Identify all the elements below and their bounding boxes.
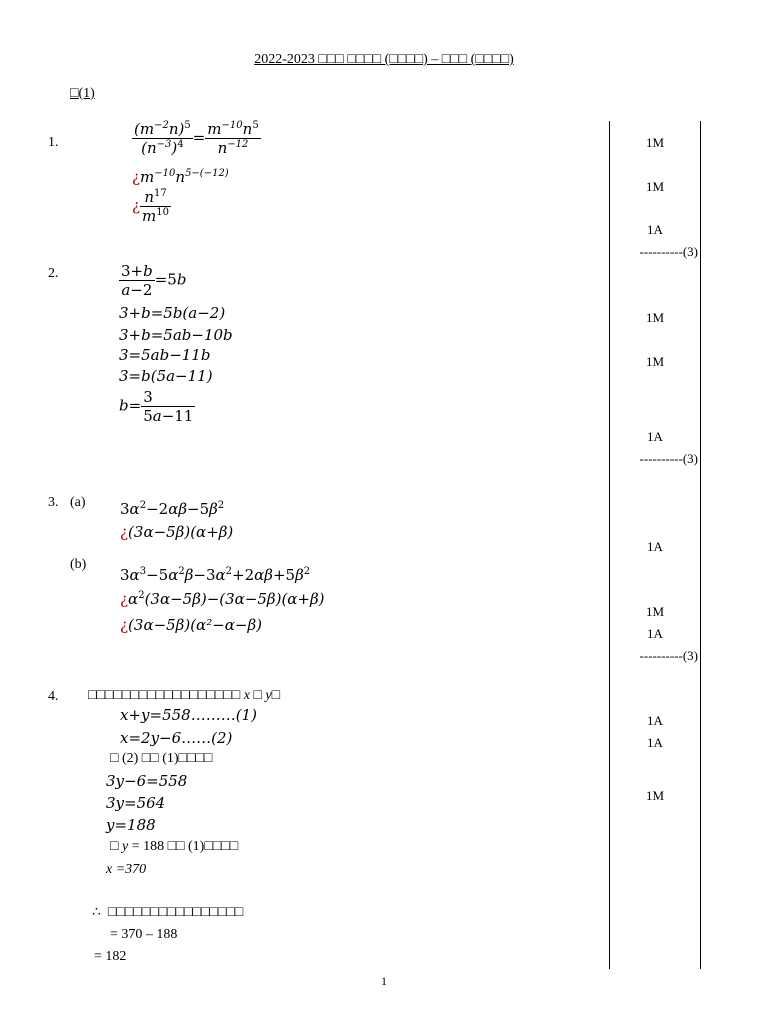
q2-line-4: 3=5ab−11b (119, 346, 211, 364)
q2-mark-1: 1M (645, 310, 665, 325)
q3-a-line-1: $3\alpha^2-2\alpha\beta-5\beta^2$ (120, 500, 225, 518)
q2-line-5: 3=b(5a−11) (119, 367, 213, 385)
q4-line-c: y=188 (106, 816, 156, 834)
q2-line-6: b= $\frac{3}{5a-11}$ (119, 388, 194, 425)
q4-mark-2: 1A (647, 735, 663, 750)
page-title: 2022-2023 □□□ □□□□ (□□□□) – □□□ (□□□□) (254, 52, 514, 67)
q1-line-1: $\frac{(m^{-2}n)^5}{(n^{-3})^4}$ = $\frac{m^{-10}n^5}{n^{-12}}$ (134, 120, 259, 157)
q2-mark-3: 1A (647, 429, 663, 444)
q2-line-3: 3+b=5ab−10b (119, 326, 233, 344)
mark-column-right-line (700, 121, 701, 969)
q1-total: ----------(3) (639, 244, 698, 259)
question-1-number: 1. (48, 135, 59, 150)
page-number: 1 (381, 974, 387, 988)
q4-difference-2: = 182 (94, 949, 127, 964)
question-4-number: 4. (48, 689, 59, 704)
q1-mark-3: 1A (647, 222, 663, 237)
q4-equation-1: x+y=558………(1) (120, 706, 257, 724)
q2-total: ----------(3) (639, 451, 698, 466)
section-label: □(1) (70, 86, 95, 101)
q2-mark-2: 1M (645, 354, 665, 369)
q3-part-a: (a) (70, 495, 86, 510)
q4-substitute-2-into-1: □ (2) □□ (1)□□□□ (110, 751, 213, 766)
q3-total: ----------(3) (639, 648, 698, 663)
q4-substitute-y: □ y = 188 □□ (1)□□□□ (110, 839, 239, 854)
question-2-number: 2. (48, 266, 59, 281)
q3-part-b: (b) (70, 557, 87, 572)
q4-intro: □□□□□□□□□□□□□□□□□□ x □ y□ (88, 688, 281, 703)
q4-line-b: 3y=564 (106, 794, 166, 812)
q4-difference-1: = 370 – 188 (110, 927, 178, 942)
question-3-number: 3. (48, 495, 59, 510)
q4-equation-2: x=2y−6……(2) (120, 729, 233, 747)
q4-line-d: x =370 (106, 862, 147, 877)
q3-b-line-1: $3\alpha^3-5\alpha^2\beta-3\alpha^2+2\alpha\beta+5\beta^2$ (120, 566, 311, 584)
q1-line-2: ¿$m^{-10}n^{5-(-12)}$ (132, 168, 229, 186)
q3-mark-a: 1A (647, 539, 663, 554)
mark-column-left-line (609, 121, 610, 969)
q3-b-line-3: ¿(3α−5β)(α²−α−β) (120, 616, 262, 634)
q3-a-line-2: ¿(3α−5β)(α+β) (120, 523, 234, 541)
q2-line-2: 3+b=5b(a−2) (119, 304, 226, 322)
q1-line-3: ¿ $\frac{n^{17}}{m^{10}}$ (132, 188, 170, 225)
q3-mark-b2: 1A (647, 626, 663, 641)
q1-mark-1: 1M (645, 135, 665, 150)
q3-b-line-2: ¿$\alpha^2(3\alpha-5\beta)-(3\alpha-5\beta)(\alpha+\beta)$ (120, 590, 325, 608)
q4-mark-3: 1M (645, 788, 665, 803)
q4-conclusion: ∴ □□□□□□□□□□□□□□□□ (92, 905, 244, 920)
q4-line-a: 3y−6=558 (106, 772, 188, 790)
q2-line-1: $\frac{3+b}{a-2}$ =5b (121, 262, 187, 299)
q1-mark-2: 1M (645, 179, 665, 194)
q4-mark-1: 1A (647, 713, 663, 728)
q3-mark-b1: 1M (645, 604, 665, 619)
